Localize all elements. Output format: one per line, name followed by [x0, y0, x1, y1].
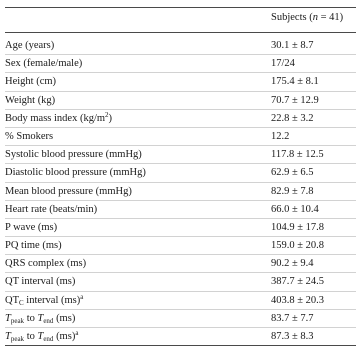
- table-row-height: [5, 73, 356, 91]
- row-label: Body mass index $(kg/m^2)$: [5, 110, 113, 124]
- row-label: Age (years): [5, 40, 55, 51]
- row-label: Sex (female/male): [5, 58, 83, 70]
- row-value: 30.1 ± 8.7: [271, 40, 314, 51]
- table-row-mean-bp: [5, 183, 356, 201]
- table-row-qt: [5, 273, 356, 291]
- table-row-bmi: [5, 110, 356, 128]
- row-value: 87.3 ± 8.3: [271, 331, 314, 342]
- table-row-sex: [5, 55, 356, 73]
- table-row-pq-time: [5, 237, 356, 255]
- row-label: Mean blood pressure (mmHg): [5, 185, 132, 197]
- row-value: 82.9 ± 7.8: [271, 185, 314, 197]
- table-row-heart-rate: [5, 201, 356, 219]
- row-value: 66.0 ± 10.4: [271, 203, 319, 215]
- table-row-weight: [5, 92, 356, 110]
- table-row-qtc: [5, 292, 356, 310]
- row-label: $T_{peak}$ to $T_{end}$ (ms): [5, 312, 76, 325]
- row-value: 83.7 ± 7.7: [271, 312, 314, 324]
- row-label: Weight (kg): [5, 94, 56, 106]
- row-label: Height (cm): [5, 76, 57, 88]
- row-value: 403.8 ± 20.3: [271, 294, 325, 306]
- row-label: QT interval (ms): [5, 276, 76, 288]
- row-label: QRS complex (ms): [5, 258, 87, 270]
- subjects-column-header: Subjects (n = 41): [271, 12, 344, 23]
- row-label: $QT_C$ interval (ms)$^a$: [5, 292, 84, 307]
- row-label: Diastolic blood pressure (mmHg): [5, 167, 146, 179]
- row-value: 22.8 ± 3.2: [271, 112, 314, 124]
- row-value: 17/24: [271, 58, 295, 70]
- row-value: 104.9 ± 17.8: [271, 221, 325, 233]
- row-label: Systolic blood pressure (mmHg): [5, 149, 142, 161]
- data-table: [5, 7, 356, 346]
- row-value: 12.2: [271, 130, 290, 142]
- header-rule: [5, 32, 356, 33]
- row-value: 159.0 ± 20.8: [271, 240, 325, 252]
- table-row-age: [5, 37, 356, 55]
- table-row-systolic: [5, 146, 356, 164]
- table-row-qrs: [5, 255, 356, 273]
- table-row-diastolic: [5, 164, 356, 182]
- row-label: Heart rate (beats/min): [5, 203, 98, 215]
- row-value: 62.9 ± 6.5: [271, 167, 314, 179]
- row-value: 70.7 ± 12.9: [271, 94, 319, 106]
- row-label: % Smokers: [5, 130, 54, 142]
- row-value: 90.2 ± 9.4: [271, 258, 314, 270]
- table-header: [5, 8, 356, 32]
- table-row-tpeak-tend: [5, 310, 356, 328]
- table-row-tpeak-tend-corrected: [5, 328, 356, 346]
- table-body: [5, 37, 356, 346]
- table-row-p-wave: [5, 219, 356, 237]
- row-label: $T_{peak}$ to $T_{end}$ (ms)$^a$: [5, 329, 79, 343]
- row-label: PQ time (ms): [5, 240, 62, 252]
- row-label: P wave (ms): [5, 221, 58, 233]
- row-value: 175.4 ± 8.1: [271, 76, 319, 88]
- table-row-smokers: [5, 128, 356, 146]
- row-value: 387.7 ± 24.5: [271, 276, 325, 288]
- row-value: 117.8 ± 12.5: [271, 149, 324, 161]
